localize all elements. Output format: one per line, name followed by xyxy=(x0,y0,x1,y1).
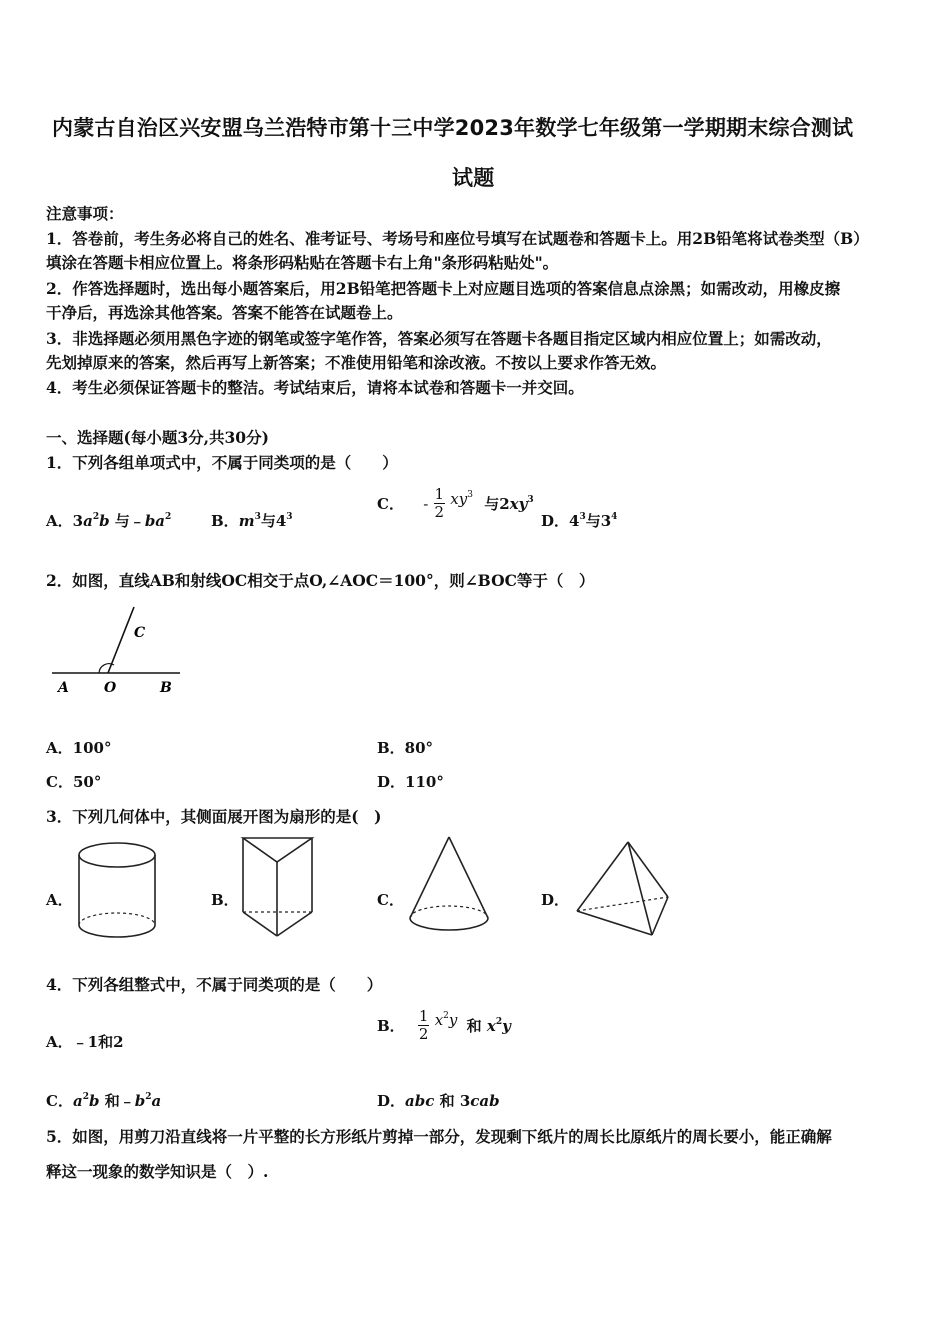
section-heading: 一、选择题(每小题3分,共30分) xyxy=(46,428,269,447)
notice-line: 1．答卷前，考生务必将自己的姓名、准考证号、考场号和座位号填写在试题卷和答题卡上。用2B铅笔将试卷类型（B） xyxy=(46,229,869,248)
notice-line: 2．作答选择题时，选出每小题答案后，用2B铅笔把答题卡上对应题目选项的答案信息点涂黑；如需改动，用橡皮擦 xyxy=(46,279,841,298)
notice-line: 4．考生必须保证答题卡的整洁。考试结束后，请将本试卷和答题卡一并交回。 xyxy=(46,378,584,397)
q2-option-d: D．110° xyxy=(377,773,444,791)
exam-title-line1: 内蒙古自治区兴安盟乌兰浩特市第十三中学2023年数学七年级第一学期期末综合测试 xyxy=(52,116,854,140)
notice-line: 干净后，再选涂其他答案。答案不能答在试题卷上。 xyxy=(46,303,403,322)
q2-option-b: B．80° xyxy=(377,739,434,757)
notice-heading: 注意事项： xyxy=(46,204,124,223)
q4-option-b: B． $\frac{1}{2}$ $x^2y$ 和 $x^2y$ xyxy=(377,1007,511,1043)
q3-option-d: D． xyxy=(541,891,570,909)
q4-option-c: C．$a^2b$ 和$﹣b^2a$ xyxy=(46,1092,162,1110)
question-4-stem: 4．下列各组整式中，不属于同类项的是（ ） xyxy=(46,975,383,994)
q1-option-b: B．$m^3$与$4^3$ xyxy=(211,512,293,530)
notice-line: 先划掉原来的答案，然后再写上新答案；不准使用铅笔和涂改液。不按以上要求作答无效。 xyxy=(46,353,667,372)
q2-option-a: A．100° xyxy=(46,739,112,757)
q3-option-a: A． xyxy=(46,891,73,909)
cone-figure xyxy=(410,837,488,930)
tetrahedron-figure xyxy=(577,842,668,935)
q1-option-c: C． - $\frac{1}{2}$ $xy^3$ 与$2xy^3$ xyxy=(377,485,534,521)
point-b-label: B xyxy=(160,680,172,696)
cylinder-figure xyxy=(79,843,155,937)
question-3-stem: 3．下列几何体中，其侧面展开图为扇形的是( ) xyxy=(46,807,382,826)
q1-option-d: D．$4^3$与$3^4$ xyxy=(541,512,618,530)
point-o-label: O xyxy=(104,680,117,696)
question-5-stem-line1: 5．如图，用剪刀沿直线将一片平整的长方形纸片剪掉一部分，发现剩下纸片的周长比原纸片的周长要小，能正确解 xyxy=(46,1127,832,1146)
triangular-prism-figure xyxy=(243,838,312,936)
q4-option-d: D．abc 和 3cab xyxy=(377,1092,500,1110)
q4-option-a: A．﹣1和2 xyxy=(46,1033,124,1051)
q2-option-c: C．50° xyxy=(46,773,102,791)
q3-option-b: B． xyxy=(211,891,239,909)
q3-option-c: C． xyxy=(377,891,404,909)
point-a-label: A xyxy=(58,680,69,696)
point-c-label: C xyxy=(134,625,146,641)
question-1-stem: 1．下列各组单项式中，不属于同类项的是（ ） xyxy=(46,453,398,472)
question-5-stem-line2: 释这一现象的数学知识是（ ）. xyxy=(46,1162,269,1181)
question-2-stem: 2．如图，直线AB和射线OC相交于点O,∠AOC＝100°，则∠BOC等于（ ） xyxy=(46,571,595,590)
notice-line: 3．非选择题必须用黑色字迹的钢笔或签字笔作答，答案必须写在答题卡各题目指定区域内相应位置上；如需改动， xyxy=(46,329,832,348)
notice-line: 填涂在答题卡相应位置上。将条形码粘贴在答题卡右上角"条形码粘贴处"。 xyxy=(46,253,559,272)
exam-title-line2: 试题 xyxy=(452,166,495,190)
q1-option-a: A．$3a^2b$ 与$﹣ba^2$ xyxy=(46,512,172,530)
